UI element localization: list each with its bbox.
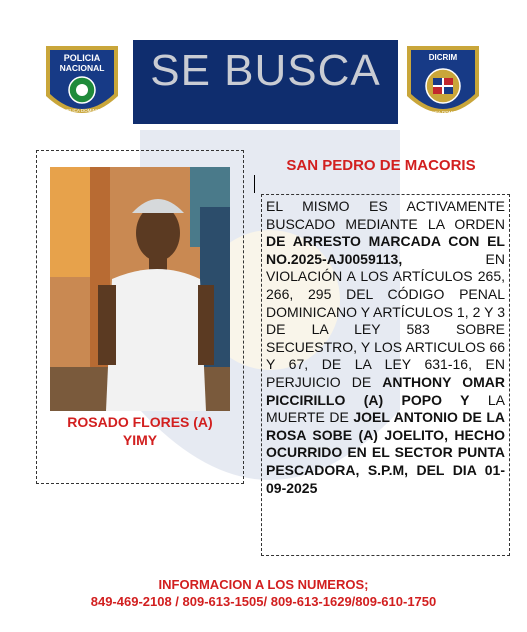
desc-part-5: LA MUERTE DE <box>266 391 505 426</box>
suspect-name <box>36 413 244 449</box>
suspect-photo <box>50 167 230 411</box>
text-cursor <box>254 175 255 193</box>
suspect-name-line1: ROSADO FLORES (A) <box>67 414 213 430</box>
desc-victim-2: JOEL ANTONIO DE LA ROSA SOBE (A) JOELITO, HECHO OCURRIDO EN EL SECTOR PUNTA PESCADORA, S.P.M, DEL DIA 01-09-2025 <box>266 409 506 496</box>
badge-text-top: DICRIM <box>428 53 458 62</box>
desc-part-3: EN VIOLACIÓN A LOS ARTÍCULOS 265, 266, 295 DEL CÓDIGO PENAL DOMINICANO Y ARTÍCULOS 1, 2 Y 3 DE LA LEY 583 SOBRE SECUESTRO, Y LOS ARTICULOS 66 Y 67, DE LA LEY 631-16, EN PERJUICIO DE <box>266 250 505 390</box>
page-title: SE BUSCA <box>150 46 381 95</box>
location-heading: SAN PEDRO DE MACORIS <box>286 157 476 174</box>
desc-part-1: EL MISMO ES ACTIVAMENTE BUSCADO MEDIANTE LA ORDEN <box>266 198 505 232</box>
badge-text-bottom: REPUBLICA DOMINICANA <box>415 110 471 115</box>
badge-text-bottom: REPUBLICA DOMINICANA <box>54 108 110 113</box>
desc-warrant-number: DE ARRESTO MARCADA CON EL NO.2025-AJ0059113, <box>266 233 505 267</box>
suspect-name-line2: YIMY <box>122 432 158 448</box>
dicrim-badge-icon <box>403 42 483 126</box>
warrant-description <box>261 194 510 556</box>
title-banner <box>133 40 398 124</box>
policia-nacional-badge-icon <box>42 42 122 126</box>
desc-victim-1: ANTHONY OMAR PICCIRILLO (A) POPO Y <box>266 373 505 408</box>
contact-numbers: 849-469-2108 / 809-613-1505/ 809-613-1629/809-610-1750 <box>90 594 437 609</box>
badge-text-middle: NACIONAL <box>59 63 105 73</box>
badge-text-top: POLICIA <box>63 53 101 63</box>
contact-heading: INFORMACION A LOS NUMEROS; <box>158 577 369 592</box>
